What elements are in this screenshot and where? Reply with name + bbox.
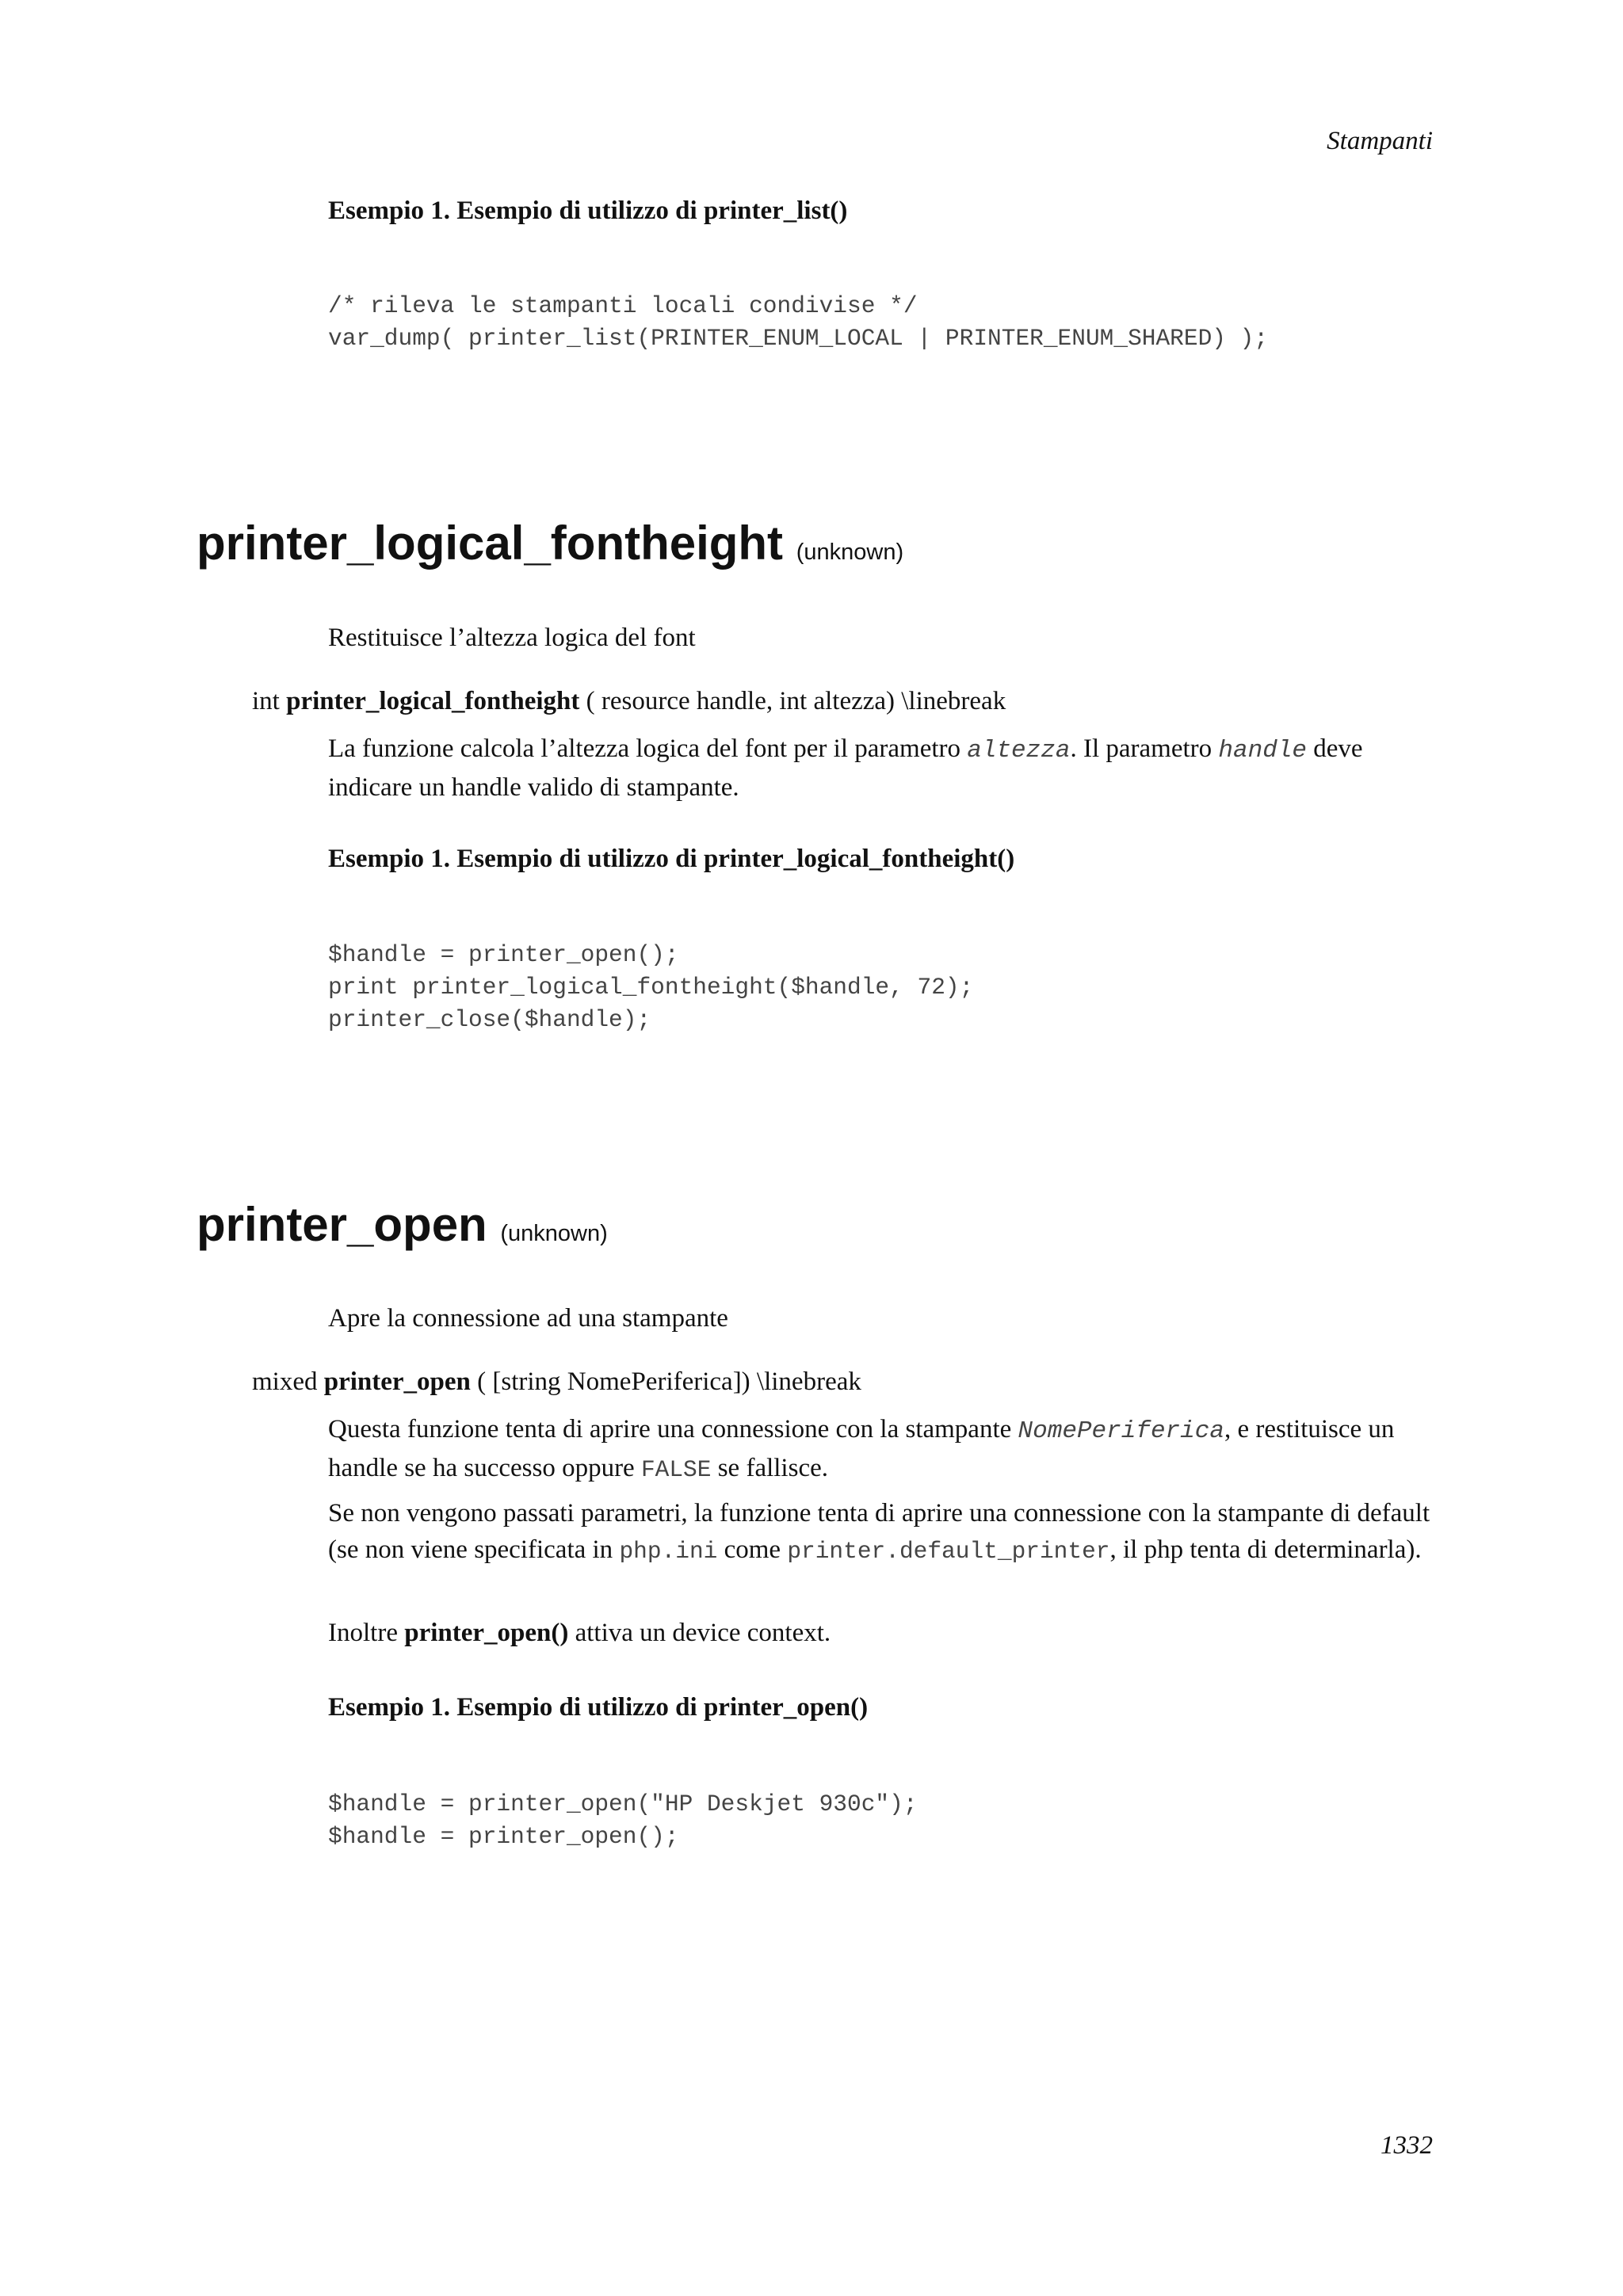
function-purpose: Apre la connessione ad una stampante — [328, 1304, 728, 1333]
directive-literal: printer.default_printer — [787, 1538, 1110, 1565]
constant-literal: FALSE — [640, 1456, 712, 1483]
example-title-logical-fontheight: Esempio 1. Esempio di utilizzo di printer_logical_fontheight() — [328, 845, 1015, 873]
parameter-name: handle — [1218, 737, 1308, 765]
description-text: , il php tenta di determinarla). — [1109, 1535, 1422, 1564]
description-paragraph-3 — [328, 1615, 1438, 1651]
description-text: . Il parametro — [1070, 734, 1219, 763]
description-text: Inoltre — [328, 1619, 405, 1647]
running-header: Stampanti — [1327, 127, 1433, 155]
example-title-printer-open: Esempio 1. Esempio di utilizzo di printer_open() — [328, 1693, 869, 1722]
description-text: deve indicare un handle valido di stampante. — [328, 734, 1363, 802]
parameter-name: altezza — [967, 737, 1071, 765]
function-synopsis — [252, 683, 1006, 719]
description-text: Questa funzione tenta di aprire una connessione con la stampante — [328, 1415, 1018, 1444]
description-text: attiva un device context. — [568, 1619, 831, 1647]
description-text: Se non vengono passati parametri, la funzione tenta di aprire una connessione con la stampante di default (se non viene specificata in — [328, 1499, 1430, 1564]
example-title-printer-list: Esempio 1. Esempio di utilizzo di printer_list() — [328, 196, 848, 225]
filename-literal: php.ini — [619, 1538, 718, 1565]
function-heading-printer-open — [197, 1198, 608, 1251]
function-version: (unknown) — [796, 540, 904, 565]
synopsis-return-type: mixed — [252, 1367, 318, 1396]
code-block-printer-open: $handle = printer_open("HP Deskjet 930c"); $handle = printer_open(); — [328, 1791, 918, 1850]
page-number: 1332 — [1381, 2131, 1433, 2160]
function-description — [328, 730, 1438, 806]
description-text: , e restituisce un handle se ha successo oppure — [328, 1415, 1395, 1482]
synopsis-function-name: printer_logical_fontheight — [286, 687, 580, 715]
synopsis-function-name: printer_open — [323, 1367, 471, 1396]
code-block-printer-list: /* rileva le stampanti locali condivise */ var_dump( printer_list(PRINTER_ENUM_LOCAL | PRINTER_ENUM_SHARED) ); — [328, 292, 1269, 352]
synopsis-params: ( resource handle, int altezza) \linebreak — [586, 687, 1006, 715]
function-name: printer_open — [197, 1198, 487, 1251]
synopsis-return-type: int — [252, 687, 280, 715]
function-purpose: Restituisce l’altezza logica del font — [328, 624, 696, 652]
function-heading-logical-fontheight — [197, 517, 904, 570]
function-synopsis — [252, 1363, 861, 1400]
function-reference: printer_open() — [404, 1619, 569, 1647]
description-paragraph-2 — [328, 1495, 1438, 1569]
description-text: La funzione calcola l’altezza logica del font per il parametro — [328, 734, 968, 763]
function-version: (unknown) — [500, 1221, 608, 1246]
description-paragraph-1 — [328, 1411, 1438, 1488]
description-text: se fallisce. — [711, 1454, 828, 1482]
description-text: come — [717, 1535, 788, 1564]
synopsis-params: ( [string NomePeriferica]) \linebreak — [477, 1367, 861, 1396]
code-block-logical-fontheight: $handle = printer_open(); print printer_logical_fontheight($handle, 72); printer_close($handle); — [328, 941, 974, 1033]
function-name: printer_logical_fontheight — [197, 517, 784, 570]
parameter-name: NomePeriferica — [1018, 1417, 1224, 1445]
